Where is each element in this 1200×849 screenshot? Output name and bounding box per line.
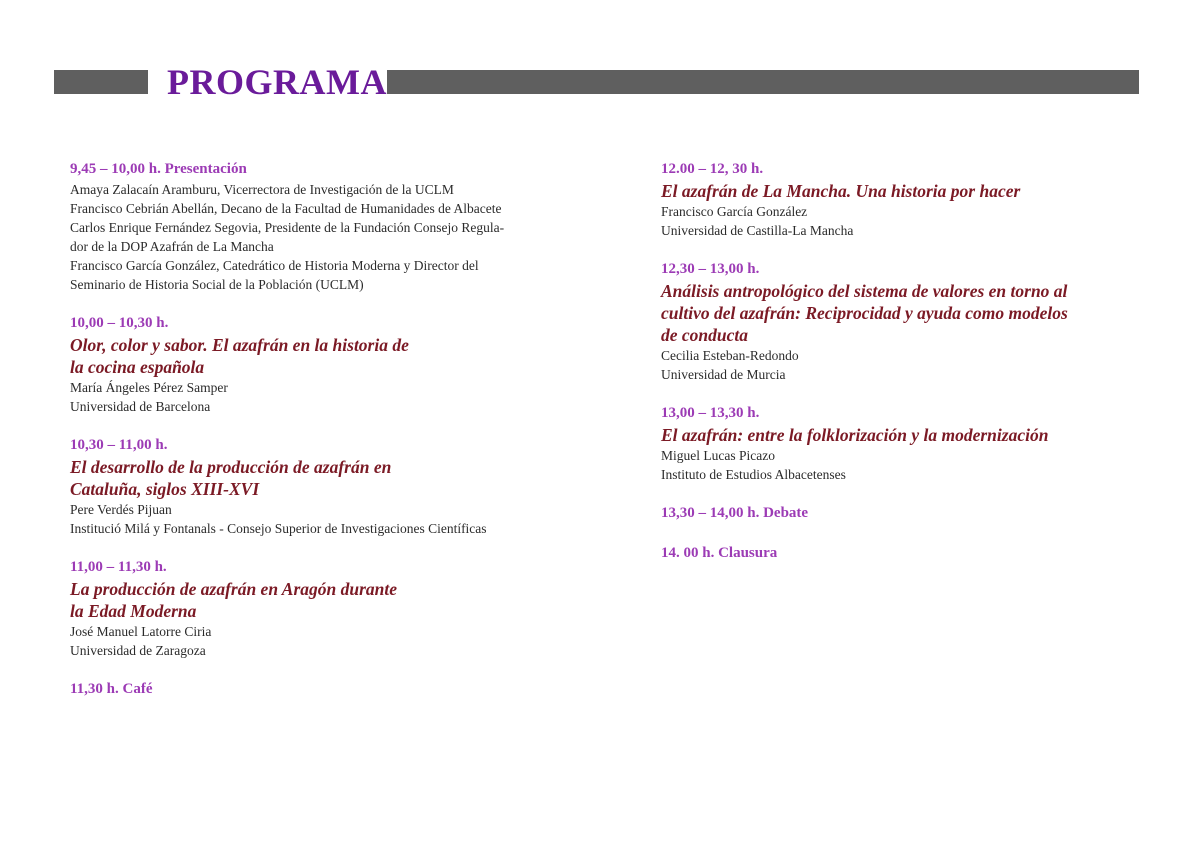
session-time: 10,00 – 10,30 h. [70,315,169,331]
speaker-line: Francisco Cebrián Abellán, Decano de la Facultad de Humanidades de Albacete [70,201,502,216]
session-title: la cocina española [70,357,205,377]
speaker-name: María Ángeles Pérez Samper [70,380,228,395]
session-aragon [70,557,570,660]
speaker-line: Carlos Enrique Fernández Segovia, Presidente de la Fundación Consejo Regula- [70,220,505,235]
session-title: Olor, color y sabor. El azafrán en la historia de [70,335,409,355]
session-title: El azafrán de La Mancha. Una historia por hacer [661,181,1021,201]
session-time: 9,45 – 10,00 h. Presentación [70,161,247,177]
session-cataluna [70,435,570,538]
session-title: La producción de azafrán en Aragón durante [70,579,398,599]
header-bar-left [54,70,148,94]
session-time: 12,30 – 13,00 h. [661,261,760,277]
program-column-left [70,159,570,719]
speaker-name: Cecilia Esteban-Redondo [661,348,799,363]
session-presentation [70,159,570,294]
session-folklorizacion [661,403,1161,484]
speaker-name: Francisco García González [661,204,808,219]
page-title: PROGRAMA [167,62,387,102]
session-cafe [70,679,570,700]
speaker-line: dor de la DOP Azafrán de La Mancha [70,239,274,254]
session-debate [661,503,1161,524]
session-title: El desarrollo de la producción de azafrán en [70,457,392,477]
session-title: cultivo del azafrán: Reciprocidad y ayuda como modelos [661,303,1068,323]
session-la-mancha [661,159,1161,240]
speaker-line: Seminario de Historia Social de la Población (UCLM) [70,277,364,292]
session-title: la Edad Moderna [70,601,197,621]
program-column-right [661,159,1161,583]
session-title: Análisis antropológico del sistema de valores en torno al [661,281,1068,301]
speaker-affiliation: Universidad de Castilla-La Mancha [661,223,854,238]
speaker-name: José Manuel Latorre Ciria [70,624,212,639]
speaker-affiliation: Universidad de Barcelona [70,399,211,414]
session-time: 10,30 – 11,00 h. [70,437,168,453]
session-time: 11,00 – 11,30 h. [70,559,167,575]
session-title: Cataluña, siglos XIII-XVI [70,479,260,499]
session-time: 14. 00 h. Clausura [661,545,778,561]
speaker-name: Miguel Lucas Picazo [661,448,775,463]
speaker-affiliation: Institució Milá y Fontanals - Consejo Superior de Investigaciones Científicas [70,521,487,536]
session-olor-color-sabor [70,313,570,416]
session-clausura [661,543,1161,564]
speaker-affiliation: Universidad de Zaragoza [70,643,206,658]
session-time: 11,30 h. Café [70,681,153,697]
session-title: de conducta [661,325,749,345]
session-time: 13,00 – 13,30 h. [661,405,760,421]
speaker-affiliation: Instituto de Estudios Albacetenses [661,467,846,482]
speaker-line: Amaya Zalacaín Aramburu, Vicerrectora de Investigación de la UCLM [70,182,454,197]
session-title: El azafrán: entre la folklorización y la modernización [661,425,1049,445]
session-antropologico [661,259,1161,384]
speaker-line: Francisco García González, Catedrático de Historia Moderna y Director del [70,258,479,273]
session-time: 12.00 – 12, 30 h. [661,161,764,177]
header-bar-right [387,70,1139,94]
speaker-name: Pere Verdés Pijuan [70,502,172,517]
session-time: 13,30 – 14,00 h. Debate [661,505,809,521]
speaker-affiliation: Universidad de Murcia [661,367,786,382]
